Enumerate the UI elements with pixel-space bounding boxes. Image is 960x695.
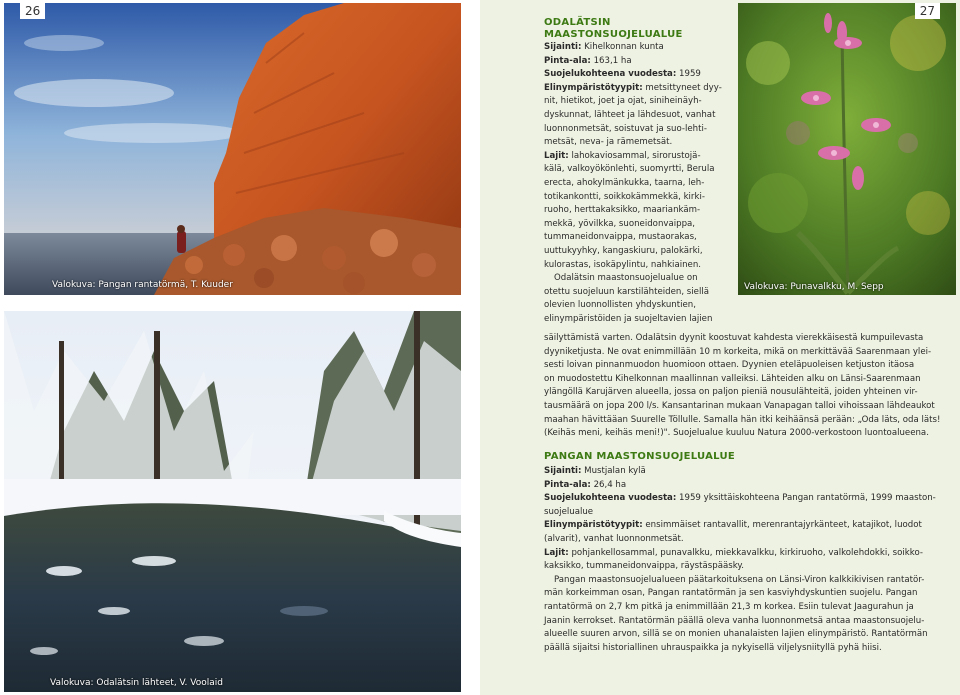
cliff-photo-credit: Valokuva: Pangan rantatörmä, T. Kuuder (52, 280, 233, 290)
species-label: Lajit: (544, 150, 569, 161)
year-value: 1959 (679, 69, 701, 80)
paragraph-line: Jaanin kerrokset. Rantatörmän päällä oleva vanha luonnonmetsä antaa maastonsuojelu- (544, 615, 925, 626)
paragraph-line: dyyniketjusta. Ne ovat enimmillään 10 m korkeita, mikä on merkittävää Saarenmaan ylei- (544, 346, 932, 357)
location-value: Mustjalan kylä (584, 466, 646, 476)
odalatsi-paragraph-wide (544, 332, 941, 441)
pangan-location (544, 465, 908, 479)
location-value: Kihelkonnan kunta (584, 42, 664, 52)
odalatsi-title-line1: ODALÄTSIN (544, 17, 611, 28)
paragraph-line: alueelle suuren arvon, sillä se on monien uhanalaisten lajien elinympäristö. Rantatörmän (544, 629, 928, 640)
paragraph-line: elinympäristöiden ja suojeltavien lajien (544, 313, 713, 324)
location-label: Sijainti: (544, 466, 582, 476)
year-label: Suojelukohteena vuodesta: (544, 69, 677, 80)
area-label: Pinta-ala: (544, 55, 591, 66)
habitat-label: Elinympäristötyypit: (544, 82, 643, 93)
habitat-line: metsät, neva- ja rämemetsät. (544, 137, 673, 148)
paragraph-line: olevien luonnollisten yhdyskuntien, (544, 300, 696, 311)
cliff-photo (4, 3, 461, 295)
species-value: pohjankellosammal, punavalkku, miekkavalkku, kirkiruoho, valkolehdokki, soikko- (571, 547, 923, 558)
paragraph-line: Odalätsin maastonsuojelualue on (554, 273, 698, 284)
odalatsi-habitat (544, 82, 720, 96)
species-line: mekkä, yövilkka, suoneidonvaippa, (544, 218, 696, 229)
pangan-habitat (544, 519, 922, 533)
paragraph-line: maahan hävittääan Suurelle Töllulle. Samalla hän itki keihäänsä perään: „Oda läts, oda läts! (544, 414, 941, 425)
paragraph-line: on muodostettu Kihelkonnan maallinnan valleiksi. Lähteiden alku on Länsi-Saarenmaan (544, 373, 921, 384)
winter-image (4, 311, 461, 692)
paragraph-line: säilyttämistä varten. Odalätsin dyynit koostuvat kahdesta vierekkäisestä kumpuilevasta (544, 333, 924, 343)
orchid-photo-credit: Valokuva: Punavalkku, M. Sepp (744, 282, 884, 292)
odalatsi-title-line2: MAASTONSUOJELUALUE (544, 29, 683, 40)
paragraph-line: päällä sijaitsi historiallinen uhrauspaikka ja nykyisellä viljelysniityllä pyhä hiisi. (544, 642, 882, 653)
page-number-right: 27 (915, 3, 940, 19)
odalatsi-species (544, 150, 720, 164)
odalatsi-location (544, 41, 720, 55)
pangan-section (544, 451, 936, 655)
paragraph-line: tausmäärä on jopa 200 l/s. Kansantarinan mukaan Vanapagan talloi vihoissaan lähdeaukot (544, 400, 935, 411)
cliff-image (4, 3, 461, 295)
species-line: totikankontti, soikkokämmekkä, kirki- (544, 191, 705, 202)
pangan-year-cont: suojelualue (544, 506, 594, 517)
area-value: 163,1 ha (593, 55, 632, 66)
pangan-species (544, 547, 923, 561)
habitat-value: metsittyneet dyy- (645, 82, 722, 93)
area-label: Pinta-ala: (544, 479, 591, 490)
odalatsi-year (544, 68, 720, 82)
year-label: Suojelukohteena vuodesta: (544, 493, 677, 504)
habitat-line: nit, hietikot, joet ja ojat, siniheinäyh- (544, 96, 702, 107)
species-value: lahokaviosammal, sirorustojä- (571, 150, 701, 161)
odalatsi-section (544, 17, 720, 326)
pangan-title: PANGAN MAASTONSUOJELUALUE (544, 451, 736, 462)
paragraph-line: rantatörmä on 2,7 km pitkä ja enimmillään 21,3 m korkea. Esiin tulevat Jaagurahun ja (544, 601, 914, 612)
paragraph-line: sesti loivan pinnanmuodon huomioon ottaen. Dyynien eteläpuoleisen ketjuston itäosa (544, 360, 915, 371)
species-line: kulorastas, isokäpylintu, nahkiainen. (544, 259, 702, 270)
orchid-image (738, 3, 956, 295)
pangan-year (544, 492, 936, 506)
page-number-left: 26 (20, 3, 45, 19)
species-line: uuttukyyhky, kangaskiuru, palokärki, (544, 245, 703, 256)
habitat-line: dyskunnat, lähteet ja lähdesuot, vanhat (544, 109, 716, 120)
paragraph-line: ylängöllä Karujärven alueella, jossa on paljon pieniä nousulähteitä, joiden yhteinen vir- (544, 387, 918, 398)
species-line: erecta, ahokylmänkukka, taarna, leh- (544, 177, 705, 188)
odalatsi-area (544, 55, 720, 69)
paragraph-line: (Keihäs meni, keihäs meni!)". Suojelualue kuuluu Natura 2000-verkostoon luontoalueena. (544, 428, 929, 439)
habitat-label: Elinympäristötyypit: (544, 520, 643, 531)
winter-photo-credit: Valokuva: Odalätsin lähteet, V. Voolaid (50, 678, 223, 688)
year-value: 1959 yksittäiskohteena Pangan rantatörmä, 1999 maaston- (679, 493, 936, 504)
paragraph-line: män korkeimman osan, Pangan rantatörmän ja sen kasviyhdyskuntien suojelu. Pangan (544, 588, 918, 599)
location-label: Sijainti: (544, 42, 582, 52)
species-line: ruoho, herttakaksikko, maariankäm- (544, 205, 701, 216)
paragraph-line: Pangan maastonsuojelualueen päätarkoituksena on Länsi-Viron kalkkikivisen rantatör- (554, 574, 925, 585)
pangan-species-cont: kaksikko, tummaneidonvaippa, räystäspääsky. (544, 561, 744, 572)
pangan-habitat-cont: (alvarit), vanhat luonnonmetsät. (544, 533, 684, 544)
habitat-value: ensimmäiset rantavallit, merenrantajyrkänteet, katajikot, luodot (645, 520, 922, 531)
species-line: kälä, valkoyökönlehti, suomyrtti, Berula (544, 164, 715, 175)
paragraph-line: otettu suojeluun karstilähteiden, siellä (544, 286, 709, 297)
left-page (0, 0, 478, 695)
orchid-photo (738, 3, 956, 295)
winter-photo (4, 311, 461, 692)
habitat-line: luonnonmetsät, soistuvat ja suo-lehti- (544, 123, 707, 134)
species-label: Lajit: (544, 547, 569, 558)
pangan-area (544, 479, 908, 493)
area-value: 26,4 ha (593, 479, 627, 490)
species-line: tummaneidonvaippa, mustaorakas, (544, 232, 697, 243)
